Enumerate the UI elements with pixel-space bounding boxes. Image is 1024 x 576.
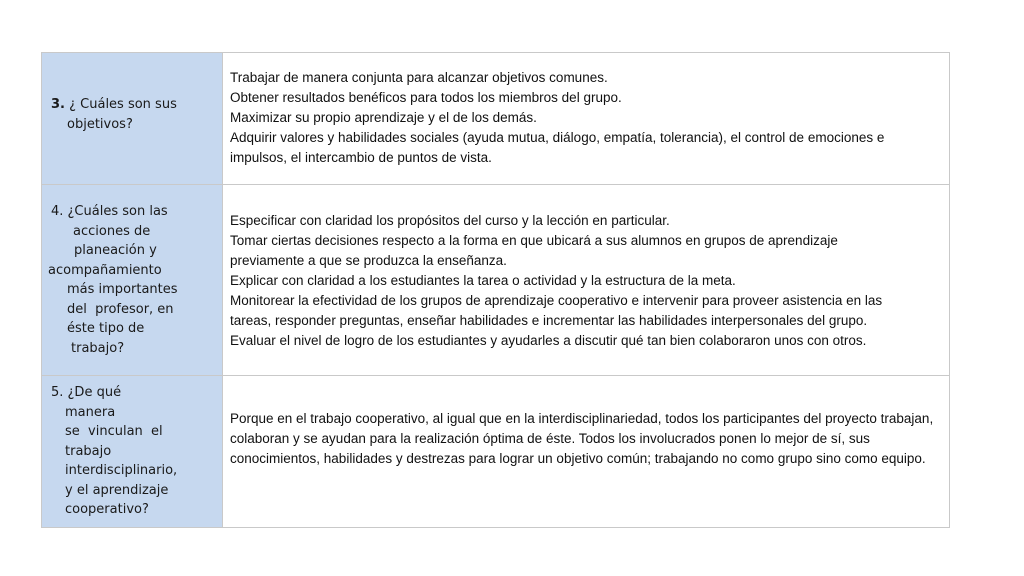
question-line: más importantes xyxy=(67,282,178,297)
question-cell xyxy=(42,376,223,528)
question-line: 4. ¿Cuáles son las xyxy=(51,204,168,219)
question-line: trabajo xyxy=(65,443,112,459)
question-line: objetivos? xyxy=(67,116,133,132)
question-number: 3. xyxy=(51,97,65,112)
answer-line: Obtener resultados benéficos para todos los miembros del grupo. xyxy=(230,90,622,105)
question-line: 5. ¿De qué xyxy=(51,385,122,401)
answer-cell xyxy=(223,53,950,185)
qa-table xyxy=(41,52,950,528)
table-row xyxy=(42,185,950,376)
answer-line: Monitorear la efectividad de los grupos de aprendizaje cooperativo e intervenir para proveer asistencia en las xyxy=(230,293,883,308)
answer-line: Trabajar de manera conjunta para alcanzar objetivos comunes. xyxy=(230,70,608,85)
answer-line: Adquirir valores y habilidades sociales (ayuda mutua, diálogo, empatía, tolerancia), el control de emociones e xyxy=(230,130,885,145)
question-line: ¿ Cuáles son sus xyxy=(69,97,177,112)
question-line: acompañamiento xyxy=(48,262,162,278)
answer-line: tareas, responder preguntas, enseñar habilidades e incrementar las habilidades interpersonales del grupo. xyxy=(230,313,868,328)
question-cell xyxy=(42,185,223,376)
question-line: interdisciplinario, xyxy=(65,463,178,479)
question-line: planeación y xyxy=(74,243,157,258)
answer-line: impulsos, el intercambio de puntos de vista. xyxy=(230,150,492,165)
question-line: acciones de xyxy=(73,223,151,239)
answer-line: previamente a que se produzca la enseñanza. xyxy=(230,253,507,268)
question-line: manera xyxy=(65,404,116,420)
question-line: y el aprendizaje xyxy=(65,482,169,498)
question-line: trabajo? xyxy=(71,340,125,356)
question-cell xyxy=(42,53,223,185)
answer-line: Tomar ciertas decisiones respecto a la forma en que ubicará a sus alumnos en grupos de aprendizaje xyxy=(230,233,838,248)
answer-line: Especificar con claridad los propósitos del curso y la lección en particular. xyxy=(230,213,670,228)
answer-cell xyxy=(223,376,950,528)
answer-cell xyxy=(223,185,950,376)
question-line: cooperativo? xyxy=(65,502,149,518)
answer-line: Evaluar el nivel de logro de los estudiantes y ayudarles a discutir qué tan bien colaboraron unos con otros. xyxy=(230,333,867,348)
question-line: se vinculan el xyxy=(65,424,163,440)
answer-line: Maximizar su propio aprendizaje y el de los demás. xyxy=(230,110,537,125)
table-row xyxy=(42,53,950,185)
question-line: del profesor, en xyxy=(67,301,174,317)
answer-line: Explicar con claridad a los estudiantes la tarea o actividad y la estructura de la meta. xyxy=(230,273,736,288)
answer-paragraph: Porque en el trabajo cooperativo, al igual que en la interdisciplinariedad, todos los participantes del proyecto trabajan, colaboran y se ayudan para la realización óptima de éste. Todos los involucrados ponen lo mejor de sí, sus conocimientos, habilidades y destrezas para lograr un objetivo común; trabajando no como grupo sino como equipo. xyxy=(230,410,934,466)
table-row xyxy=(42,376,950,528)
question-line: éste tipo de xyxy=(67,321,145,336)
